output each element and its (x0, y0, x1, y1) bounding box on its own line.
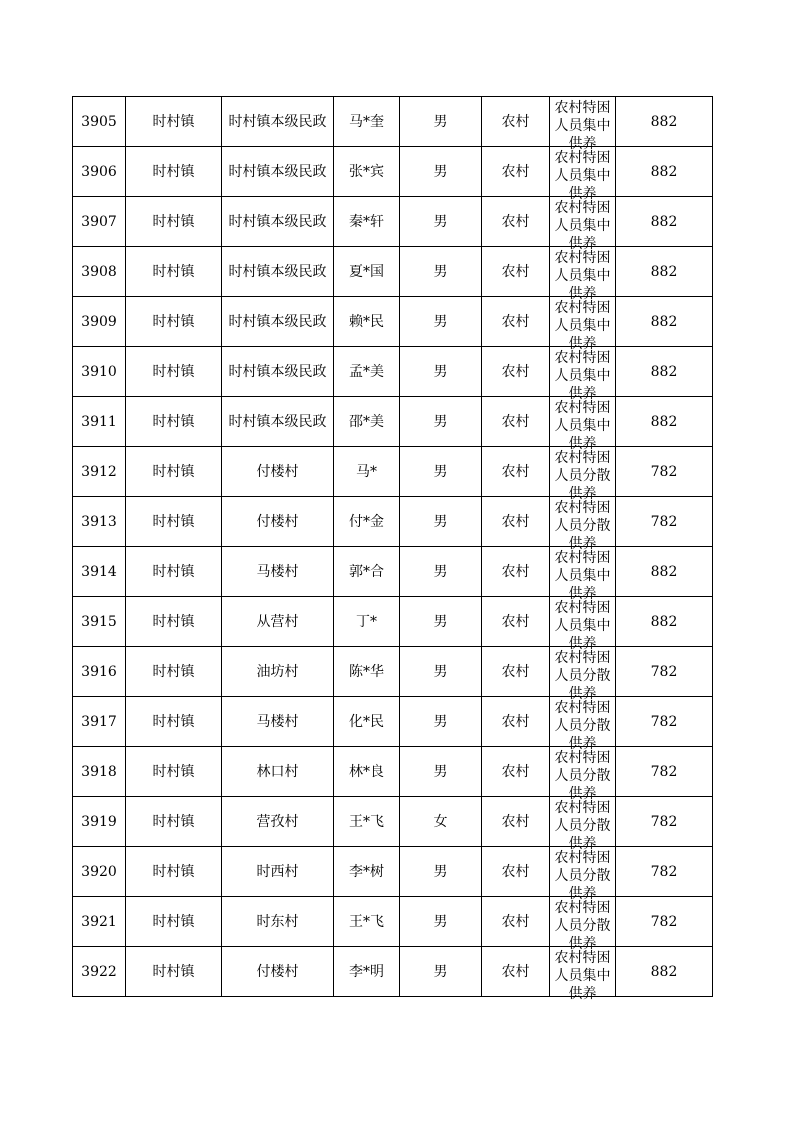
person-name-cell: 张*宾 (334, 147, 400, 197)
village-cell: 时东村 (222, 897, 334, 947)
village-cell: 林口村 (222, 747, 334, 797)
person-name-cell: 郭*合 (334, 547, 400, 597)
town-cell: 时村镇 (126, 697, 222, 747)
person-name-cell: 赖*民 (334, 297, 400, 347)
gender-cell: 男 (400, 97, 482, 147)
record-id-cell: 3919 (73, 797, 126, 847)
area-cell: 农村 (482, 597, 550, 647)
category-cell (550, 97, 616, 152)
village-cell: 付楼村 (222, 497, 334, 547)
person-name-cell: 王*飞 (334, 797, 400, 847)
person-name-cell: 马*奎 (334, 97, 400, 147)
category-cell (550, 897, 616, 952)
category-text: 农村特困人员分散供养 (554, 900, 611, 952)
record-id-cell: 3917 (73, 697, 126, 747)
town-cell: 时村镇 (126, 547, 222, 597)
person-name-cell: 夏*国 (334, 247, 400, 297)
amount-cell: 782 (616, 897, 713, 947)
record-id-cell: 3909 (73, 297, 126, 347)
area-cell: 农村 (482, 697, 550, 747)
person-name-cell: 邵*美 (334, 397, 400, 447)
category-text: 农村特困人员分散供养 (554, 800, 611, 852)
area-cell: 农村 (482, 947, 550, 997)
village-cell: 时村镇本级民政 (222, 197, 334, 247)
category-cell (550, 247, 616, 302)
village-cell: 付楼村 (222, 447, 334, 497)
category-cell (550, 447, 616, 502)
category-cell (550, 397, 616, 452)
gender-cell: 男 (400, 597, 482, 647)
area-cell: 农村 (482, 247, 550, 297)
table-row (73, 97, 713, 147)
village-cell: 马楼村 (222, 547, 334, 597)
person-name-cell: 李*树 (334, 847, 400, 897)
gender-cell: 男 (400, 747, 482, 797)
person-name-cell: 孟*美 (334, 347, 400, 397)
amount-cell: 782 (616, 647, 713, 697)
amount-cell: 882 (616, 597, 713, 647)
person-name-cell: 马* (334, 447, 400, 497)
category-text: 农村特困人员分散供养 (554, 750, 611, 802)
amount-cell: 782 (616, 747, 713, 797)
area-cell: 农村 (482, 797, 550, 847)
category-cell (550, 347, 616, 402)
table-row (73, 497, 713, 547)
town-cell: 时村镇 (126, 247, 222, 297)
village-cell: 时村镇本级民政 (222, 247, 334, 297)
gender-cell: 男 (400, 397, 482, 447)
town-cell: 时村镇 (126, 847, 222, 897)
person-name-cell: 陈*华 (334, 647, 400, 697)
category-text: 农村特困人员集中供养 (554, 300, 611, 352)
village-cell: 马楼村 (222, 697, 334, 747)
gender-cell: 男 (400, 497, 482, 547)
gender-cell: 男 (400, 297, 482, 347)
table-row (73, 847, 713, 897)
gender-cell: 男 (400, 347, 482, 397)
category-text: 农村特困人员集中供养 (554, 350, 611, 402)
village-cell: 时村镇本级民政 (222, 297, 334, 347)
category-cell (550, 847, 616, 902)
area-cell: 农村 (482, 497, 550, 547)
category-text: 农村特困人员集中供养 (554, 250, 611, 302)
amount-cell: 882 (616, 297, 713, 347)
amount-cell: 882 (616, 97, 713, 147)
record-id-cell: 3913 (73, 497, 126, 547)
amount-cell: 882 (616, 397, 713, 447)
category-text: 农村特困人员分散供养 (554, 500, 611, 552)
amount-cell: 882 (616, 247, 713, 297)
town-cell: 时村镇 (126, 97, 222, 147)
table-row (73, 297, 713, 347)
category-cell (550, 147, 616, 202)
town-cell: 时村镇 (126, 297, 222, 347)
record-id-cell: 3915 (73, 597, 126, 647)
gender-cell: 男 (400, 847, 482, 897)
amount-cell: 782 (616, 447, 713, 497)
gender-cell: 男 (400, 947, 482, 997)
category-cell (550, 697, 616, 752)
category-cell (550, 947, 616, 1002)
category-cell (550, 547, 616, 602)
village-cell: 付楼村 (222, 947, 334, 997)
village-cell: 油坊村 (222, 647, 334, 697)
record-id-cell: 3906 (73, 147, 126, 197)
town-cell: 时村镇 (126, 647, 222, 697)
gender-cell: 男 (400, 447, 482, 497)
category-cell (550, 747, 616, 802)
gender-cell: 男 (400, 147, 482, 197)
category-text: 农村特困人员集中供养 (554, 150, 611, 202)
area-cell: 农村 (482, 547, 550, 597)
amount-cell: 882 (616, 947, 713, 997)
category-cell (550, 597, 616, 652)
town-cell: 时村镇 (126, 897, 222, 947)
category-text: 农村特困人员分散供养 (554, 700, 611, 752)
village-cell: 时村镇本级民政 (222, 347, 334, 397)
village-cell: 时西村 (222, 847, 334, 897)
town-cell: 时村镇 (126, 747, 222, 797)
record-id-cell: 3907 (73, 197, 126, 247)
table-row (73, 347, 713, 397)
amount-cell: 782 (616, 697, 713, 747)
amount-cell: 882 (616, 147, 713, 197)
table-row (73, 647, 713, 697)
area-cell: 农村 (482, 647, 550, 697)
village-cell: 时村镇本级民政 (222, 397, 334, 447)
record-id-cell: 3916 (73, 647, 126, 697)
town-cell: 时村镇 (126, 497, 222, 547)
table-row (73, 547, 713, 597)
amount-cell: 882 (616, 197, 713, 247)
table-body (73, 97, 713, 1002)
category-cell (550, 297, 616, 352)
area-cell: 农村 (482, 97, 550, 147)
table-row (73, 897, 713, 947)
record-id-cell: 3922 (73, 947, 126, 997)
amount-cell: 782 (616, 847, 713, 897)
category-cell (550, 647, 616, 702)
table-row (73, 147, 713, 197)
record-id-cell: 3921 (73, 897, 126, 947)
gender-cell: 男 (400, 697, 482, 747)
person-name-cell: 付*金 (334, 497, 400, 547)
town-cell: 时村镇 (126, 397, 222, 447)
category-text: 农村特困人员分散供养 (554, 850, 611, 902)
town-cell: 时村镇 (126, 147, 222, 197)
table-row (73, 397, 713, 447)
category-cell (550, 197, 616, 252)
category-text: 农村特困人员分散供养 (554, 450, 611, 502)
area-cell: 农村 (482, 747, 550, 797)
town-cell: 时村镇 (126, 447, 222, 497)
gender-cell: 男 (400, 897, 482, 947)
table-row (73, 797, 713, 847)
record-id-cell: 3918 (73, 747, 126, 797)
village-cell: 营孜村 (222, 797, 334, 847)
village-cell: 时村镇本级民政 (222, 97, 334, 147)
table-row (73, 197, 713, 247)
person-name-cell: 李*明 (334, 947, 400, 997)
record-id-cell: 3905 (73, 97, 126, 147)
area-cell: 农村 (482, 147, 550, 197)
table-row (73, 747, 713, 797)
person-name-cell: 王*飞 (334, 897, 400, 947)
table-row (73, 447, 713, 497)
amount-cell: 882 (616, 347, 713, 397)
gender-cell: 女 (400, 797, 482, 847)
table-row (73, 247, 713, 297)
person-name-cell: 丁* (334, 597, 400, 647)
town-cell: 时村镇 (126, 797, 222, 847)
person-name-cell: 化*民 (334, 697, 400, 747)
record-id-cell: 3912 (73, 447, 126, 497)
town-cell: 时村镇 (126, 347, 222, 397)
category-text: 农村特困人员分散供养 (554, 650, 611, 702)
area-cell: 农村 (482, 197, 550, 247)
record-id-cell: 3911 (73, 397, 126, 447)
amount-cell: 882 (616, 547, 713, 597)
area-cell: 农村 (482, 297, 550, 347)
record-id-cell: 3908 (73, 247, 126, 297)
category-cell (550, 797, 616, 852)
area-cell: 农村 (482, 397, 550, 447)
table-row (73, 947, 713, 997)
person-name-cell: 林*良 (334, 747, 400, 797)
town-cell: 时村镇 (126, 597, 222, 647)
area-cell: 农村 (482, 447, 550, 497)
gender-cell: 男 (400, 247, 482, 297)
area-cell: 农村 (482, 347, 550, 397)
table-row (73, 597, 713, 647)
category-text: 农村特困人员集中供养 (554, 600, 611, 652)
category-text: 农村特困人员集中供养 (554, 100, 611, 152)
gender-cell: 男 (400, 547, 482, 597)
town-cell: 时村镇 (126, 197, 222, 247)
village-cell: 从营村 (222, 597, 334, 647)
amount-cell: 782 (616, 497, 713, 547)
village-cell: 时村镇本级民政 (222, 147, 334, 197)
person-name-cell: 秦*轩 (334, 197, 400, 247)
record-id-cell: 3914 (73, 547, 126, 597)
category-text: 农村特困人员集中供养 (554, 550, 611, 602)
table-row (73, 697, 713, 747)
amount-cell: 782 (616, 797, 713, 847)
record-id-cell: 3920 (73, 847, 126, 897)
category-text: 农村特困人员集中供养 (554, 950, 611, 1002)
gender-cell: 男 (400, 197, 482, 247)
area-cell: 农村 (482, 897, 550, 947)
category-cell (550, 497, 616, 552)
category-text: 农村特困人员集中供养 (554, 200, 611, 252)
record-id-cell: 3910 (73, 347, 126, 397)
area-cell: 农村 (482, 847, 550, 897)
records-table (72, 96, 713, 1002)
town-cell: 时村镇 (126, 947, 222, 997)
category-text: 农村特困人员集中供养 (554, 400, 611, 452)
gender-cell: 男 (400, 647, 482, 697)
